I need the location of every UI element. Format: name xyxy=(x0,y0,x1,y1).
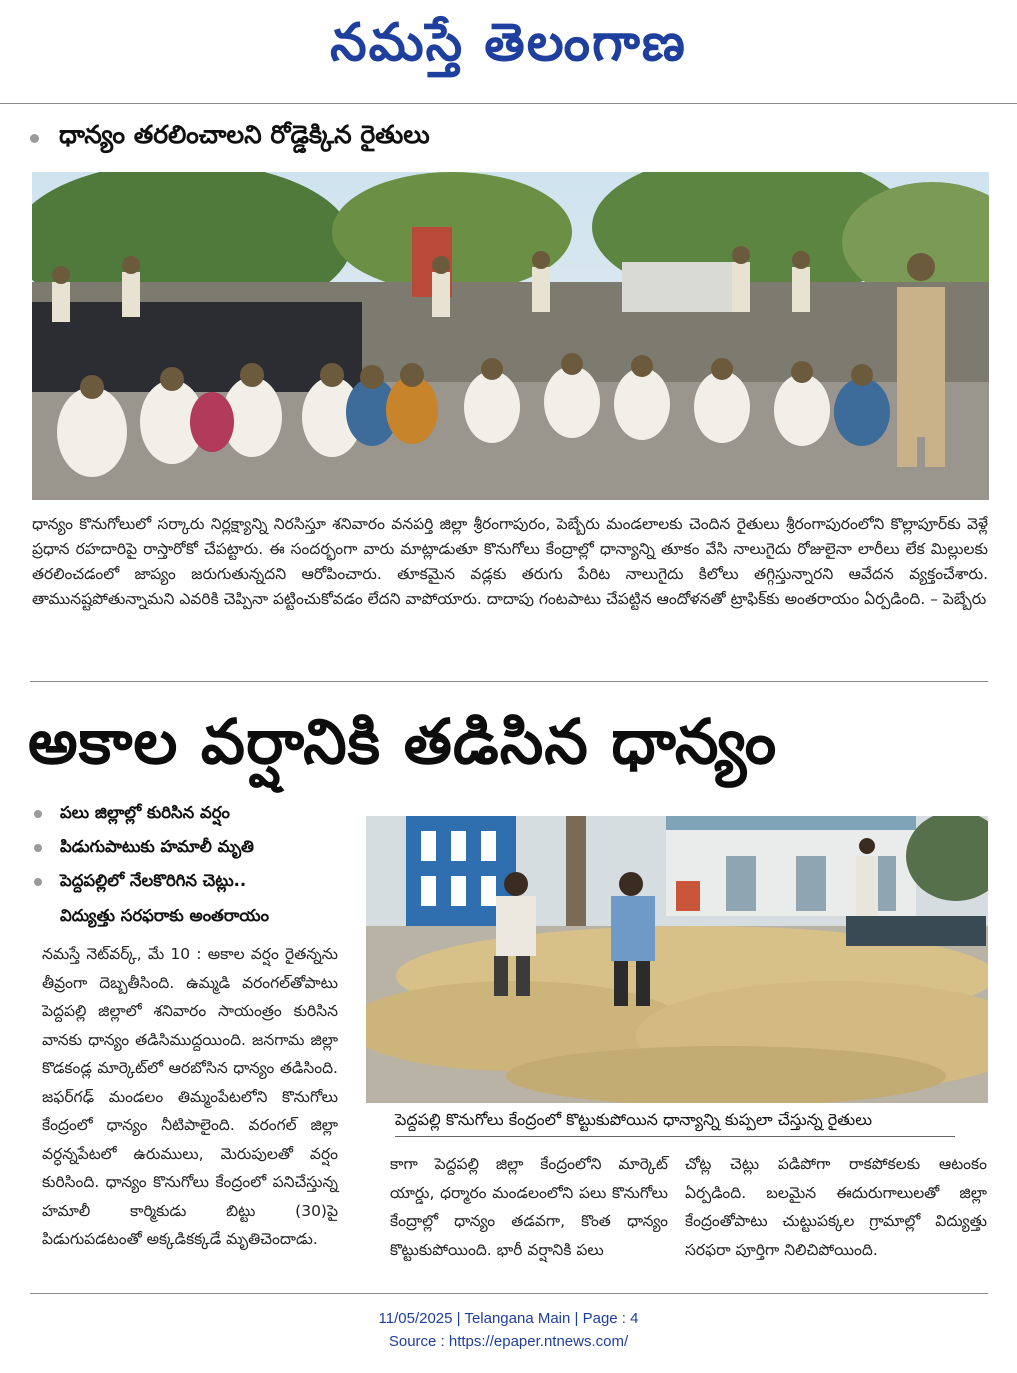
footer-source-link[interactable]: Source : https://epaper.ntnews.com/ xyxy=(388,1333,629,1350)
story2-headline: అకాల వర్షానికి తడిసిన ధాన్యం xyxy=(28,705,778,778)
story2-body-column-3: చోట్ల చెట్లు పడిపోగా రాకపోకలకు ఆటంకం ఏర్పడింది. బలమైన ఈదురుగాలులతో జిల్లా కేంద్రంతోపాటు చుట్టుపక్కల గ్రామాల్లో విద్యుత్తు సరఫరా పూర్తిగా నిలిచిపోయింది. xyxy=(685,1155,987,1259)
masthead xyxy=(0,0,1017,100)
wet-grain-photo xyxy=(366,816,988,1103)
highlight-item xyxy=(34,797,364,831)
masthead-divider xyxy=(0,103,1017,104)
newspaper-title: నమస్తే తెలంగాణ xyxy=(330,13,687,73)
bullet-dot-icon xyxy=(34,878,42,886)
story1-caption: ధాన్యం కొనుగోలులో సర్కారు నిర్లక్ష్యాన్ని నిరసిస్తూ శనివారం వనపర్తి జిల్లా శ్రీరంగాపురం, పెబ్బేరు మండలాలకు చెందిన రైతులు శ్రీరంగాపురంలోని కొల్లాపూర్‌కు వెళ్లే ప్రధాన రహదారిపై రాస్తారోకో చేపట్టారు. ఈ సందర్భంగా వారు మాట్లాడుతూ కొనుగోలు కేంద్రాల్లో ధాన్యాన్ని తూకం వేసి నాలుగైదు రోజులైనా లారీలు లేక మిల్లులకు తరలించడంలో జాప్యం జరుగుతున్నదని ఆరోపించారు. తూకమైన వడ్లకు తరుగు పేరిట నాలుగైదు కిలోలు తగ్గిస్తున్నారని ఆవేదన వ్యక్తంచేశారు. తామునష్టపోతున్నామని ఎవరికి చెప్పినా పట్టించుకోవడం లేదని వాపోయారు. దాదాపు గంటపాటు చేపట్టిన ఆందోళనతో ట్రాఫిక్‌కు అంతరాయం ఏర్పడింది. – పెబ్బేరు xyxy=(32,515,988,608)
footer-edition-info: 11/05/2025 | Telangana Main | Page : 4 xyxy=(378,1310,639,1327)
highlight-text: పిడుగుపాటుకు హమాలీ మృతి xyxy=(60,836,254,856)
highlight-item xyxy=(34,831,364,865)
section-divider xyxy=(30,681,988,682)
story2-body-column-1: నమస్తే నెట్‌వర్క్‌, మే 10 : అకాల వర్షం రైతన్నను తీవ్రంగా దెబ్బతీసింది. ఉమ్మడి వరంగల్‌తోపాటు పెద్దపల్లి జిల్లాలో శనివారం సాయంత్రం కురిసిన వానకు ధాన్యం తడిసిముద్దయింది. జనగామ జిల్లా కొడకండ్ల మార్కెట్‌లో ఆరబోసిన ధాన్యం తడిసింది. జఫర్‌గఢ్‌ మండలం తిమ్మంపేటలోని కొనుగోలు కేంద్రంలో ధాన్యం నీటిపాలైంది. వరంగల్‌ జిల్లా వర్ధన్నపేటలో ఉరుములు, మెరుపులతో వర్షం కురిసింది. ధాన్యం కొనుగోలు కేంద్రంలో పనిచేస్తున్న హమాలీ కార్మికుడు బిట్టు (30)పై పిడుగుపడటంతో అక్కడికక్కడే మృతిచెందాడు. xyxy=(42,945,338,1248)
story2-body-column-2: కాగా పెద్దపల్లి జిల్లా కేంద్రంలోని మార్కెట్‌ యార్డు, ధర్మారం మండలంలోని పలు కొనుగోలు కేంద్రాల్లో ధాన్యం తడవగా, కొంత ధాన్యం కొట్టుకుపోయింది. భారీ వర్షానికి పలు xyxy=(390,1155,668,1259)
bullet-dot-icon xyxy=(34,844,42,852)
highlight-continuation: విద్యుత్తు సరఫరాకు అంతరాయం xyxy=(60,906,269,925)
footer-divider xyxy=(30,1293,988,1294)
photo-caption: పెద్దపల్లి కొనుగోలు కేంద్రంలో కొట్టుకుపోయిన ధాన్యాన్ని కుప్పలా చేస్తున్న రైతులు xyxy=(395,1110,873,1129)
story2-highlights xyxy=(34,797,364,933)
bullet-dot-icon xyxy=(34,810,42,818)
protest-photo xyxy=(32,172,989,500)
highlight-text: పెద్దపల్లిలో నేలకొరిగిన చెట్లు.. xyxy=(60,870,247,890)
story1-headline-row xyxy=(30,118,990,158)
story1-headline: ధాన్యం తరలించాలని రోడ్డెక్కిన రైతులు xyxy=(59,120,430,149)
bullet-dot-icon xyxy=(30,134,39,143)
caption-underline xyxy=(395,1136,955,1137)
highlight-item xyxy=(34,865,364,899)
highlight-text: పలు జిల్లాల్లో కురిసిన వర్షం xyxy=(60,802,230,822)
